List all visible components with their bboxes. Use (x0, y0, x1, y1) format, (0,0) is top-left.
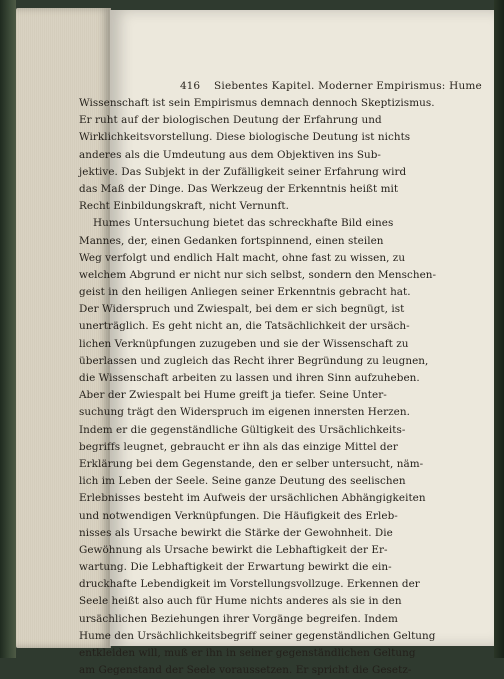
running-head: Siebentes Kapitel. Moderner Empirismus: Hume (214, 80, 482, 92)
text-line: anderes als die Umdeutung aus dem Objektiven ins Sub- (79, 148, 381, 161)
text-line: ursächlichen Beziehungen ihrer Vorgänge begreifen. Indem (79, 612, 398, 625)
book-cover-left (0, 0, 16, 658)
text-line: Mannes, der, einen Gedanken fortspinnend, einen steilen (79, 234, 384, 247)
text-line: entkleiden will, muß er ihn in seiner gegenständlichen Geltung (79, 647, 416, 659)
text-line: Wissenschaft ist sein Empirismus demnach dennoch Skeptizismus. (79, 97, 435, 109)
text-line: Gewöhnung als Ursache bewirkt die Lebhaftigkeit der Er- (79, 543, 388, 556)
text-line: jektive. Das Subjekt in der Zufälligkeit seiner Erfahrung wird (79, 165, 407, 178)
text-line: Hume den Ursächlichkeitsbegriff seiner gegenständlichen Geltung (79, 629, 436, 642)
text-line: und notwendigen Verknüpfungen. Die Häufigkeit des Erleb- (79, 509, 398, 522)
text-line: lichen Verknüpfungen zuzugeben und sie der Wissenschaft zu (79, 337, 409, 350)
text-line: Erklärung bei dem Gegenstande, den er selber untersucht, näm- (79, 457, 424, 470)
text-line: unerträglich. Es geht nicht an, die Tatsächlichkeit der ursäch- (79, 320, 410, 333)
text-line: begriffs leugnet, gebraucht er ihn als das einzige Mittel der (79, 440, 398, 453)
body-text (79, 95, 437, 679)
text-line: Erlebnisses besteht im Aufweis der ursächlichen Abhängigkeiten (79, 492, 426, 505)
text-line: Humes Untersuchung bietet das schreckhafte Bild eines (93, 217, 394, 230)
text-line: Weg verfolgt und endlich Halt macht, ohne fast zu wissen, zu (79, 251, 406, 264)
text-line: Er ruht auf der biologischen Deutung der Erfahrung und (79, 114, 382, 127)
text-line: Indem er die gegenständliche Gültigkeit des Ursächlichkeits- (79, 423, 406, 436)
text-line: Seele heißt also auch für Hume nichts anderes als sie in den (79, 595, 402, 608)
text-line: geist in den heiligen Anliegen seiner Erkenntnis gebracht hat. (79, 286, 411, 299)
text-line: druckhafte Lebendigkeit im Vorstellungsvollzuge. Erkennen der (79, 578, 420, 591)
text-line: Der Widerspruch und Zwiespalt, bei dem er sich begnügt, ist (79, 303, 405, 316)
text-line: suchung trägt den Widerspruch im eigenen innersten Herzen. (79, 406, 410, 419)
text-line: Aber der Zwiespalt bei Hume greift ja tiefer. Seine Unter- (79, 389, 387, 402)
text-line: das Maß der Dinge. Das Werkzeug der Erkenntnis heißt mit (79, 182, 399, 195)
text-line: nisses als Ursache bewirkt die Stärke der Gewohnheit. Die (79, 526, 393, 539)
text-line: welchem Abgrund er nicht nur sich selbst, sondern den Menschen- (79, 268, 437, 281)
text-line: wartung. Die Lebhaftigkeit der Erwartung bewirkt die ein- (79, 561, 392, 574)
page-header (180, 80, 480, 94)
text-line: lich im Leben der Seele. Seine ganze Deutung des seelischen (79, 475, 406, 488)
text-line: Recht Einbildungskraft, nicht Vernunft. (79, 200, 289, 213)
text-line: am Gegenstand der Seele voraussetzen. Er spricht die Gesetz- (79, 664, 412, 677)
text-line: Wirklichkeitsvorstellung. Diese biologische Deutung ist nichts (79, 131, 411, 144)
page-number: 416 (180, 80, 201, 92)
book-cover-right (494, 0, 504, 658)
text-line: überlassen und zugleich das Recht ihrer Begründung zu leugnen, (79, 354, 429, 367)
text-line: die Wissenschaft arbeiten zu lassen und ihren Sinn aufzuheben. (79, 372, 420, 384)
